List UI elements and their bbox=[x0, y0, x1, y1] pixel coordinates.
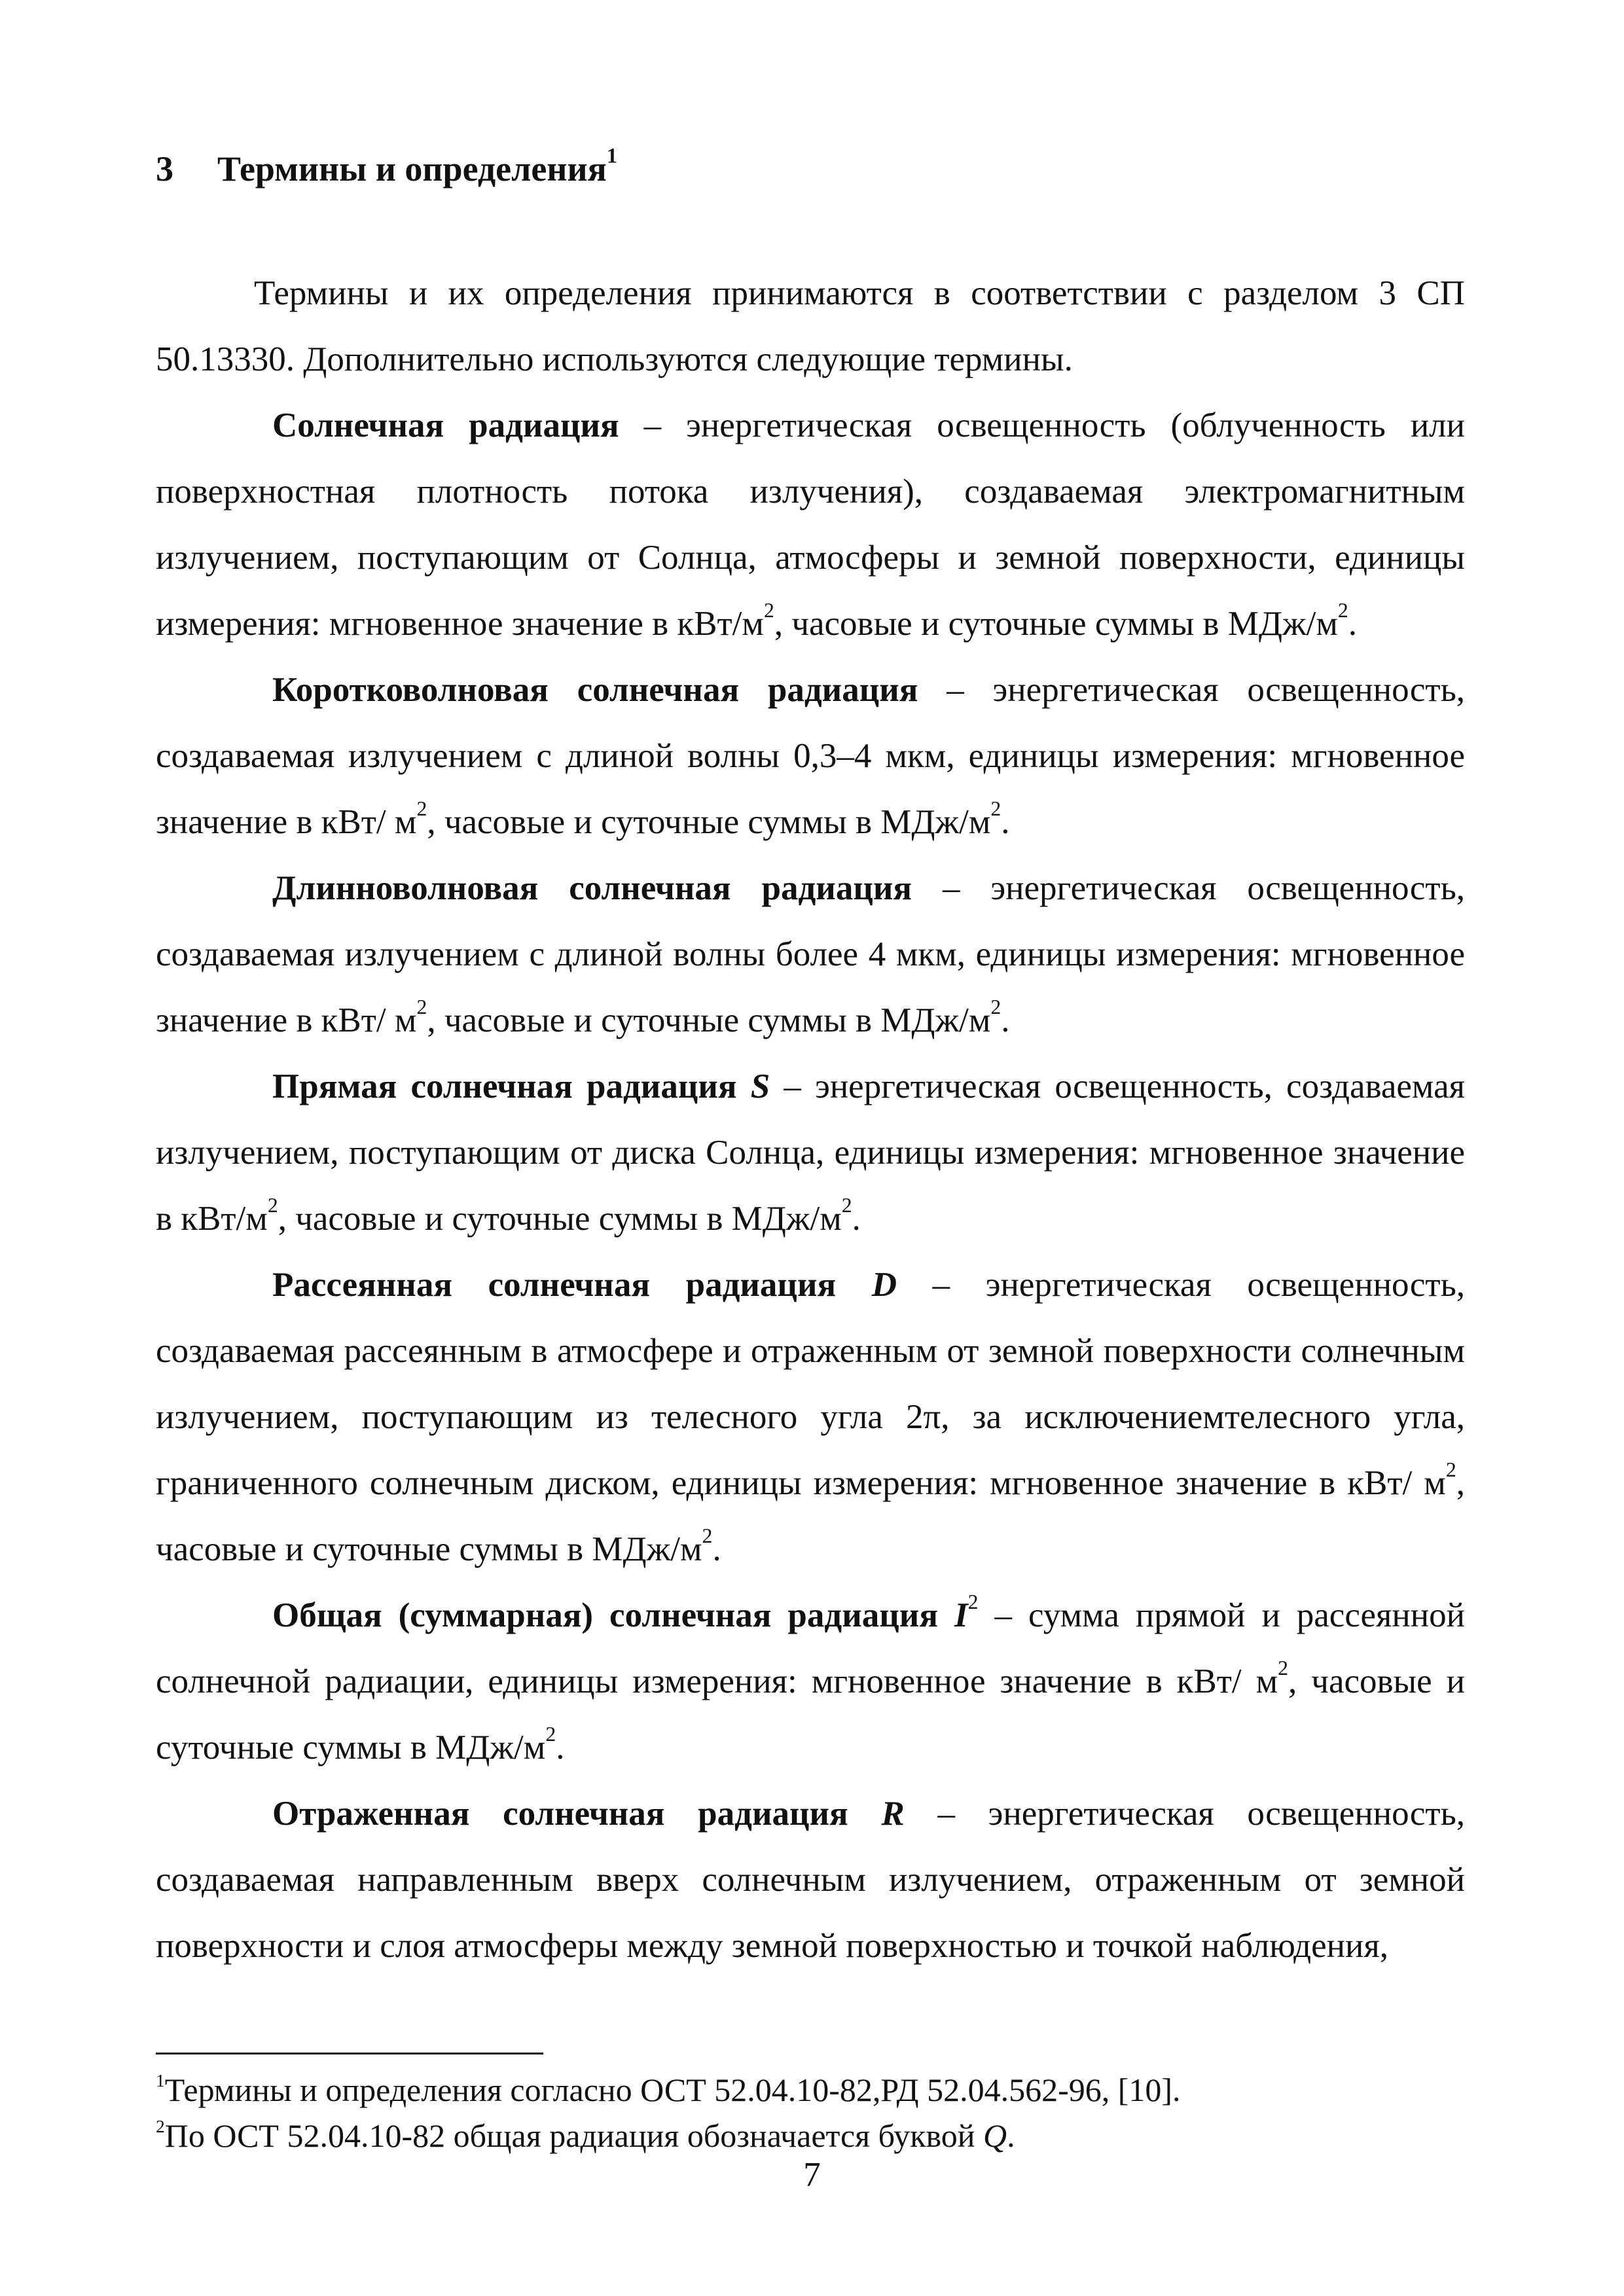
term-paragraph bbox=[156, 657, 1465, 855]
body-text bbox=[156, 260, 1465, 1979]
term-paragraph bbox=[156, 1054, 1465, 1252]
term-symbol: S bbox=[750, 1067, 770, 1105]
term-definition-units: , часовые и суточные суммы в МДж/м bbox=[427, 1001, 991, 1039]
term-definition-units: , часовые и суточные суммы в МДж/м bbox=[774, 605, 1338, 643]
term-paragraph bbox=[156, 393, 1465, 657]
unit-exponent: 2 bbox=[702, 1524, 713, 1547]
term-definition: – сумма прямой и рассеянной солнечной радиации, единицы измерения: мгновенное значение в кВт/ м bbox=[156, 1596, 1465, 1700]
term-end: . bbox=[852, 1200, 861, 1238]
section-heading bbox=[156, 143, 617, 195]
term-definition-units: , часовые и суточные суммы в МДж/м bbox=[278, 1200, 842, 1238]
term-paragraph bbox=[156, 1252, 1465, 1583]
term-end: . bbox=[1348, 605, 1358, 643]
footnote-text: По ОСТ 52.04.10-82 общая радиация обозначается буквой bbox=[164, 2117, 984, 2154]
unit-exponent: 2 bbox=[545, 1722, 556, 1746]
term-definition: – энергетическая освещенность, создаваемая излучением с длиной волны 0,3–4 мкм, единицы измерения: мгновенное значение в кВт/ м bbox=[156, 671, 1466, 841]
term-end: . bbox=[712, 1530, 721, 1568]
section-number: 3 bbox=[156, 149, 173, 188]
footnote-separator bbox=[156, 2053, 543, 2054]
footnote-mark: 2 bbox=[156, 2116, 165, 2136]
footnote bbox=[156, 2067, 1465, 2113]
unit-exponent: 2 bbox=[990, 995, 1001, 1018]
term-name: Длинноволновая солнечная радиация bbox=[272, 869, 912, 907]
term-paragraph bbox=[156, 1583, 1465, 1781]
term-name: Общая (суммарная) солнечная радиация bbox=[272, 1596, 938, 1634]
term-definition: – энергетическая освещенность, создаваемая излучением, поступающим от диска Солнца, единицы измерения: мгновенное значение в кВт/м bbox=[156, 1067, 1466, 1238]
term-definition-units: , часовые и суточные суммы в МДж/м bbox=[156, 1662, 1465, 1767]
term-definition: – энергетическая освещенность, создаваемая излучением с длиной волны более 4 мкм, единицы измерения: мгновенное значение в кВт/ м bbox=[156, 869, 1465, 1039]
term-definition: – энергетическая освещенность (облученность или поверхностная плотность потока излучения), создаваемая электромагнитным излучением, поступающим от Солнца, атмосферы и земной поверхности, единицы измерения: мгновенное значение в кВт/м bbox=[156, 406, 1465, 643]
term-paragraph bbox=[156, 855, 1465, 1054]
term-name: Рассеянная солнечная радиация bbox=[272, 1266, 837, 1304]
footnote-symbol: Q bbox=[983, 2117, 1007, 2154]
footnote-ref: 1 bbox=[606, 144, 618, 168]
term-definition: – энергетическая освещенность, создаваемая рассеянным в атмосфере и отраженным от земной поверхности солнечным излучением, поступающим из телесного угла 2π, за исключениемтелесного угла, граниченного солнечным диском, единицы измерения: мгновенное значение в кВт/ м bbox=[156, 1266, 1465, 1502]
term-symbol: I bbox=[954, 1596, 968, 1634]
term-name: Коротковолновая солнечная радиация bbox=[272, 671, 918, 709]
footnote-end: . bbox=[1007, 2117, 1015, 2154]
page-number: 7 bbox=[803, 2156, 821, 2194]
unit-exponent: 2 bbox=[990, 797, 1001, 820]
term-definition-units: , часовые и суточные суммы в МДж/м bbox=[156, 1464, 1465, 1568]
unit-exponent: 2 bbox=[416, 797, 427, 820]
unit-exponent: 2 bbox=[1278, 1656, 1289, 1679]
term-paragraph bbox=[156, 1781, 1465, 1979]
term-end: . bbox=[1001, 803, 1010, 841]
unit-exponent: 2 bbox=[416, 995, 427, 1018]
unit-exponent: 2 bbox=[1337, 598, 1348, 622]
term-definition-units: , часовые и суточные суммы в МДж/м bbox=[427, 803, 991, 841]
term-end: . bbox=[556, 1729, 565, 1767]
unit-exponent: 2 bbox=[763, 598, 774, 622]
term-name: Прямая солнечная радиация bbox=[272, 1067, 737, 1105]
term-definition: – энергетическая освещенность, создаваемая направленным вверх солнечным излучением, отраженным от земной поверхности и слоя атмосферы между земной поверхностью и точкой наблюдения, bbox=[156, 1795, 1465, 1965]
footnote-ref: 2 bbox=[967, 1590, 979, 1613]
unit-exponent: 2 bbox=[267, 1193, 278, 1217]
term-symbol: R bbox=[881, 1795, 905, 1833]
term-symbol: D bbox=[871, 1266, 897, 1304]
footnote-text: Термины и определения согласно ОСТ 52.04.10-82,РД 52.04.562-96, [10]. bbox=[164, 2072, 1181, 2108]
unit-exponent: 2 bbox=[841, 1193, 852, 1217]
unit-exponent: 2 bbox=[1445, 1458, 1456, 1481]
footnote-mark: 1 bbox=[156, 2070, 165, 2090]
section-title: Термины и определения bbox=[217, 149, 607, 188]
term-end: . bbox=[1001, 1001, 1010, 1039]
term-name: Отраженная солнечная радиация bbox=[272, 1795, 848, 1833]
footnotes bbox=[156, 2067, 1465, 2159]
term-name: Солнечная радиация bbox=[272, 406, 619, 444]
intro-paragraph: Термины и их определения принимаются в соответствии с разделом 3 СП 50.13330. Дополнительно используются следующие термины. bbox=[156, 274, 1465, 378]
